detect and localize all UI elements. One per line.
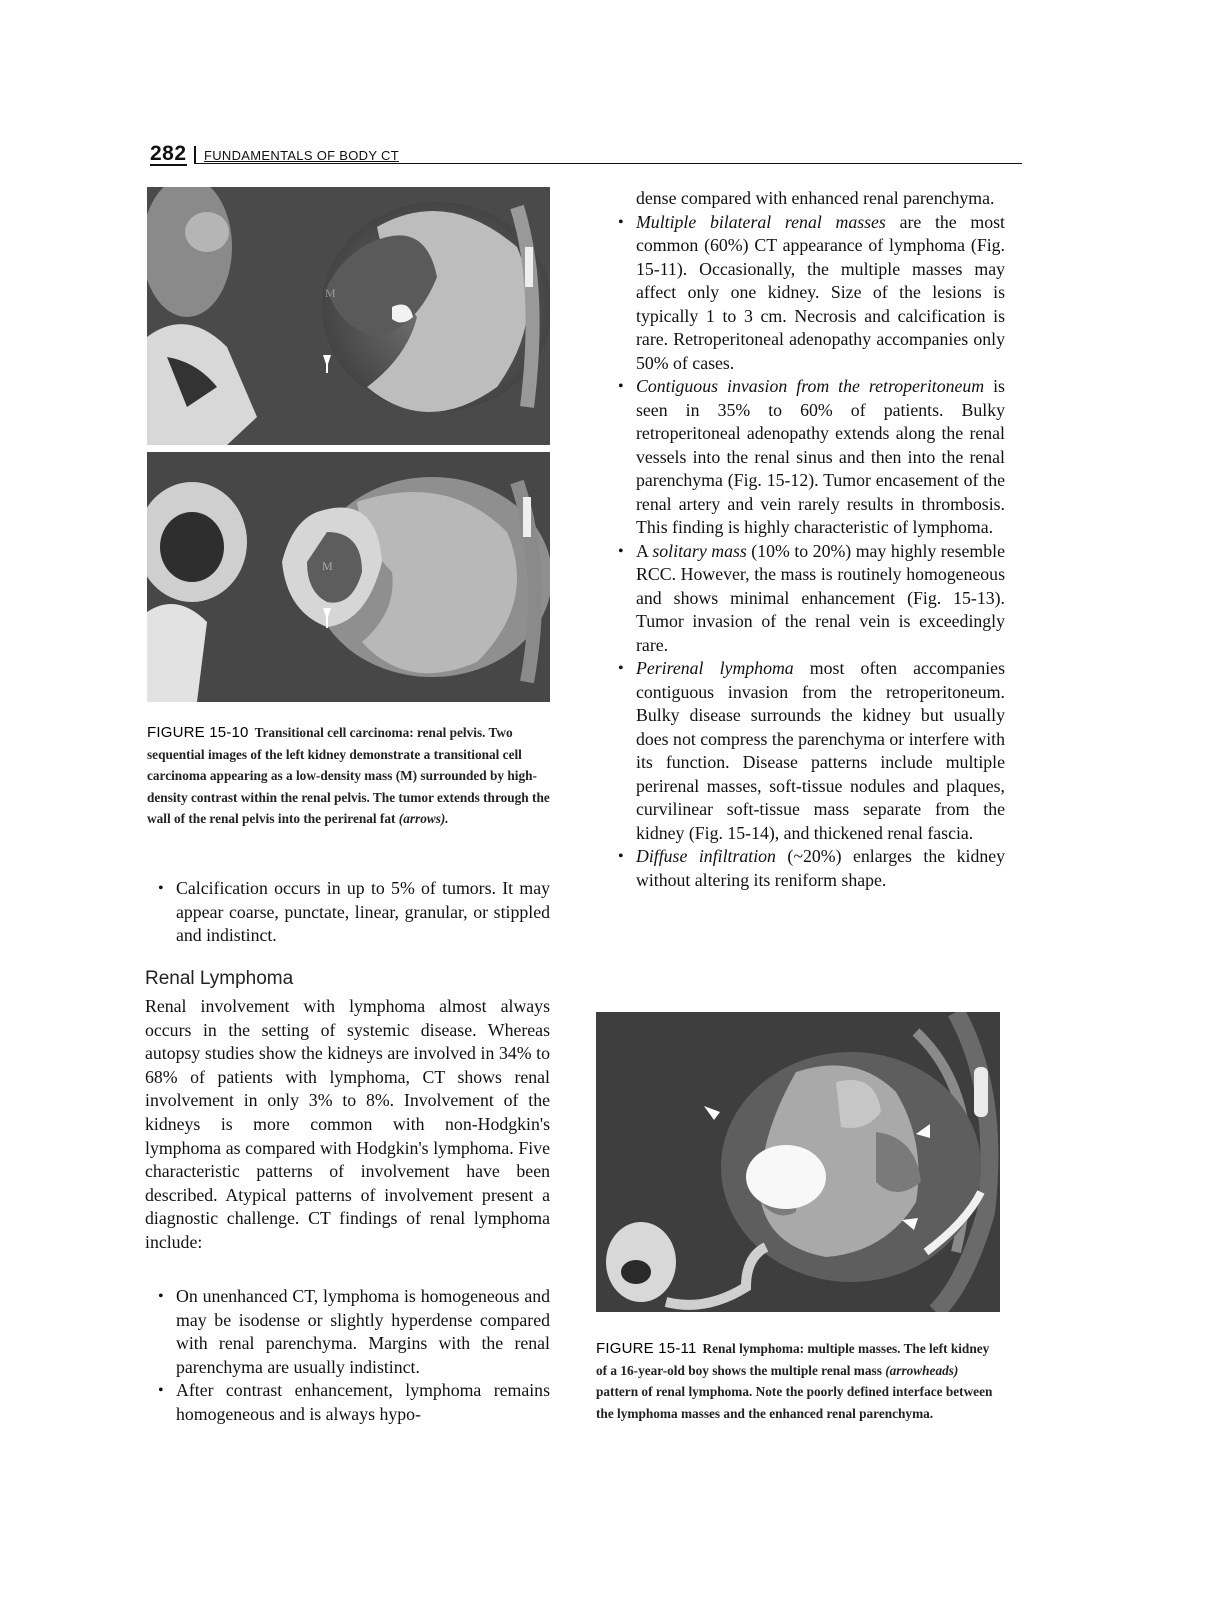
list-item-term: Multiple bilateral renal masses xyxy=(636,211,886,232)
section-heading: Renal Lymphoma xyxy=(145,968,294,989)
panel-label-m: M xyxy=(325,286,336,300)
caption-italic: (arrows). xyxy=(398,811,449,826)
page-number: 282 xyxy=(150,142,187,165)
figure-15-11-ct-image xyxy=(596,1012,1000,1312)
figure-15-10-ct-image-top xyxy=(147,187,550,445)
list-item-term: Contiguous invasion from the retroperitoneum xyxy=(636,376,985,396)
list-item xyxy=(618,375,1005,540)
figure-15-10-caption xyxy=(147,722,552,830)
list-item xyxy=(618,211,1005,376)
list-item: • Calcification occurs in up to 5% of tumors. It may appear coarse, punctate, linear, granular, or stippled and indistinct. xyxy=(158,877,550,948)
figure-label: FIGURE 15-11 xyxy=(596,1340,697,1357)
caption-text: Renal lymphoma: multiple masses. The left kidney of a 16-year-old boy shows the multiple renal mass xyxy=(596,1341,990,1378)
figure-15-10-ct-image-bottom xyxy=(147,452,550,702)
list-item-text: (10% to 20%) may highly resemble RCC. However, the mass is routinely homogeneous and shows minimal enhancement (Fig. 15-13). Tumor invasion of the renal vein is exceedingly rare. xyxy=(636,540,1005,655)
list-item xyxy=(618,845,1005,892)
left-bullet-list-bottom xyxy=(158,1285,550,1426)
continuation-text: dense compared with enhanced renal parenchyma. xyxy=(636,188,995,208)
list-item-text: are the most common (60%) CT appearance of lymphoma (Fig. 15-11). Occasionally, the multiple masses may affect only one kidney. Size of the lesions is typically 1 to 3 cm. Necrosis and calcification is rare. Retroperitoneal adenopathy accompanies only 50% of cases. xyxy=(636,211,1005,373)
list-item xyxy=(618,657,1005,845)
left-bullet-list-top xyxy=(158,877,550,948)
running-header xyxy=(140,140,1022,170)
list-item: • On unenhanced CT, lymphoma is homogeneous and may be isodense or slightly hyperdense compared with renal parenchyma. Margins with the renal parenchyma are usually indistinct. xyxy=(158,1285,550,1379)
right-column-text xyxy=(618,187,1005,892)
list-item-text: most often accompanies contiguous invasion from the retroperitoneum. Bulky disease surrounds the kidney but usually does not compress the parenchyma or interfere with its function. Disease patterns include multiple perirenal masses, soft-tissue nodules and plaques, curvilinear soft-tissue mass separate from the kidney (Fig. 15-14), and thickened renal fascia. xyxy=(636,658,1005,843)
list-item-term: Diffuse infiltration xyxy=(636,846,776,866)
list-item-prefix: A xyxy=(636,540,653,561)
header-divider xyxy=(194,146,196,164)
caption-text: Transitional cell carcinoma: renal pelvis. Two sequential images of the left kidney demonstrate a transitional cell carcinoma appearing as a low-density mass (M) surrounded by high-density contrast within the renal pelvis. The tumor extends through the wall of the renal pelvis into the perirenal fat xyxy=(147,725,550,826)
caption-text-tail: pattern of renal lymphoma. Note the poorly defined interface between the lymphoma masses and the enhanced renal parenchyma. xyxy=(596,1384,993,1421)
figure-label: FIGURE 15-10 xyxy=(147,724,249,741)
list-item-term: Perirenal lymphoma xyxy=(636,658,794,678)
panel-label-m: M xyxy=(322,559,333,573)
header-rule xyxy=(194,163,1022,164)
figure-15-11-caption xyxy=(596,1338,1000,1424)
list-item: • After contrast enhancement, lymphoma remains homogeneous and is always hypo- xyxy=(158,1379,550,1426)
list-item xyxy=(618,540,1005,658)
section-paragraph: Renal involvement with lymphoma almost always occurs in the setting of systemic disease. Whereas autopsy studies show the kidneys are involved in 34% to 68% of patients with lymphoma, CT shows renal involvement in only 3% to 8%. Involvement of the kidneys is more common with non-Hodgkin's lymphoma as compared with Hodgkin's lymphoma. Five characteristic patterns of involvement have been described. Atypical patterns of involvement present a diagnostic challenge. CT findings of renal lymphoma include: xyxy=(145,996,550,1252)
caption-italic: (arrowheads) xyxy=(885,1362,959,1378)
list-item-term: solitary mass xyxy=(652,540,747,561)
list-item-text: (~20%) enlarges the kidney without altering its reniform shape. xyxy=(636,846,1006,890)
list-item-text: is seen in 35% to 60% of patients. Bulky retroperitoneal adenopathy extends along the renal vessels into the renal sinus and then into the renal parenchyma (Fig. 15-12). Tumor encasement of the renal artery and vein rarely results in thrombosis. This finding is highly characteristic of lymphoma. xyxy=(636,376,1005,537)
running-title: FUNDAMENTALS OF BODY CT xyxy=(204,148,399,163)
